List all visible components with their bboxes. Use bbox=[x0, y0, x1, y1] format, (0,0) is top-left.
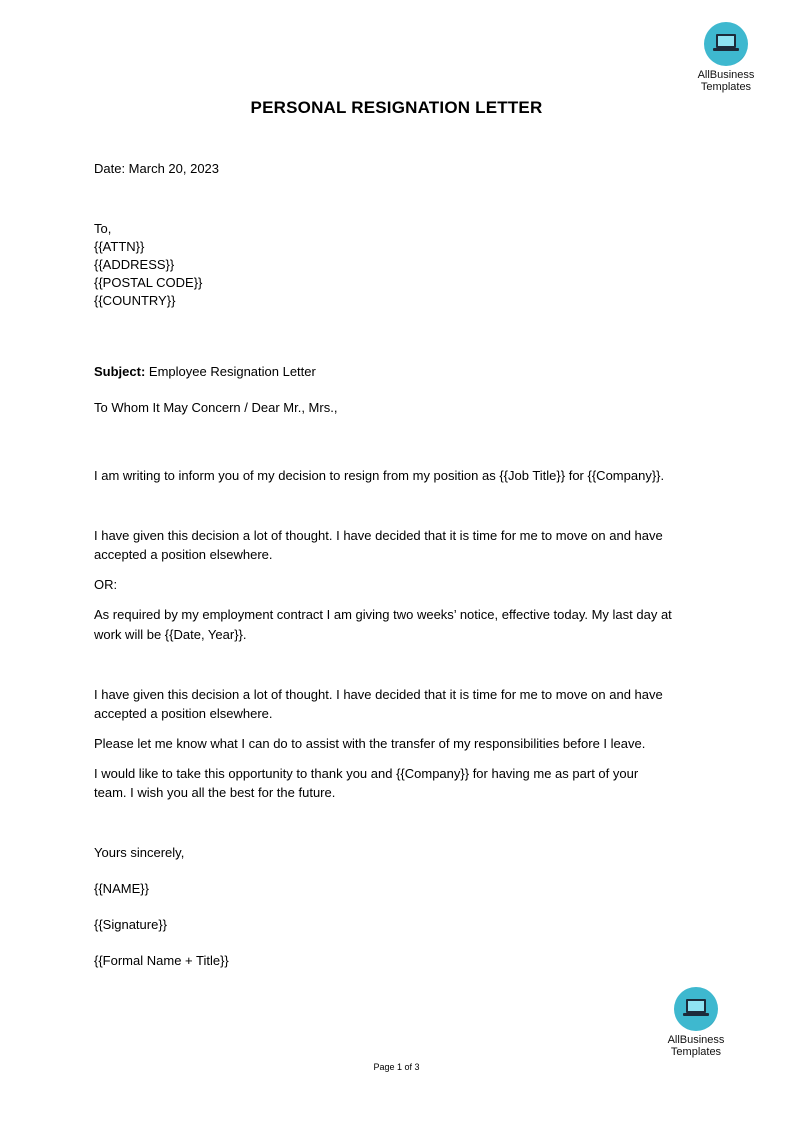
paragraph-1: I am writing to inform you of my decision to resign from my position as {{Job Title}} for {{Company}}. bbox=[94, 468, 665, 483]
subject-label: Subject: bbox=[94, 364, 146, 379]
paragraph-6-line-2: team. I wish you all the best for the future. bbox=[94, 785, 336, 800]
paragraph-5: Please let me know what I can do to assist with the transfer of my responsibilities before I leave. bbox=[94, 736, 646, 751]
date-line: Date: March 20, 2023 bbox=[94, 161, 220, 176]
paragraph-2-line-2: accepted a position elsewhere. bbox=[94, 547, 273, 562]
logo-text bbox=[656, 1034, 736, 1058]
logo-bottom bbox=[656, 987, 736, 1058]
page-number: Page 1 of 3 bbox=[373, 1062, 420, 1072]
paragraph-6-line-1: I would like to take this opportunity to thank you and {{Company}} for having me as part of your bbox=[94, 766, 639, 781]
address-country: {{COUNTRY}} bbox=[94, 293, 176, 308]
logo-line2: Templates bbox=[700, 81, 752, 93]
salutation: To Whom It May Concern / Dear Mr., Mrs., bbox=[94, 400, 338, 415]
logo-top bbox=[686, 22, 766, 93]
document-title: PERSONAL RESIGNATION LETTER bbox=[250, 98, 543, 117]
address-street: {{ADDRESS}} bbox=[94, 257, 175, 272]
logo-line2: Templates bbox=[670, 1046, 722, 1058]
paragraph-3-line-1: As required by my employment contract I am giving two weeks’ notice, effective today. My last day at bbox=[94, 607, 672, 622]
paragraph-3-line-2: work will be {{Date, Year}}. bbox=[94, 627, 247, 642]
subject-line bbox=[94, 363, 316, 381]
address-attn: {{ATTN}} bbox=[94, 239, 145, 254]
laptop-icon bbox=[704, 22, 748, 66]
closing: Yours sincerely, bbox=[94, 845, 185, 860]
name-placeholder: {{NAME}} bbox=[94, 881, 149, 896]
logo-text bbox=[686, 69, 766, 93]
subject-text: Employee Resignation Letter bbox=[145, 364, 316, 379]
paragraph-4-line-2: accepted a position elsewhere. bbox=[94, 706, 273, 721]
logo-line1: AllBusiness bbox=[667, 1034, 725, 1046]
address-to: To, bbox=[94, 221, 112, 236]
laptop-icon bbox=[674, 987, 718, 1031]
logo-line1: AllBusiness bbox=[697, 69, 755, 81]
paragraph-2-line-1: I have given this decision a lot of thought. I have decided that it is time for me to move on and have bbox=[94, 528, 663, 543]
or-line: OR: bbox=[94, 577, 118, 592]
signature-placeholder: {{Signature}} bbox=[94, 917, 168, 932]
paragraph-4-line-1: I have given this decision a lot of thought. I have decided that it is time for me to move on and have bbox=[94, 687, 663, 702]
formal-name-placeholder: {{Formal Name + Title}} bbox=[94, 953, 229, 968]
address-postal: {{POSTAL CODE}} bbox=[94, 275, 203, 290]
